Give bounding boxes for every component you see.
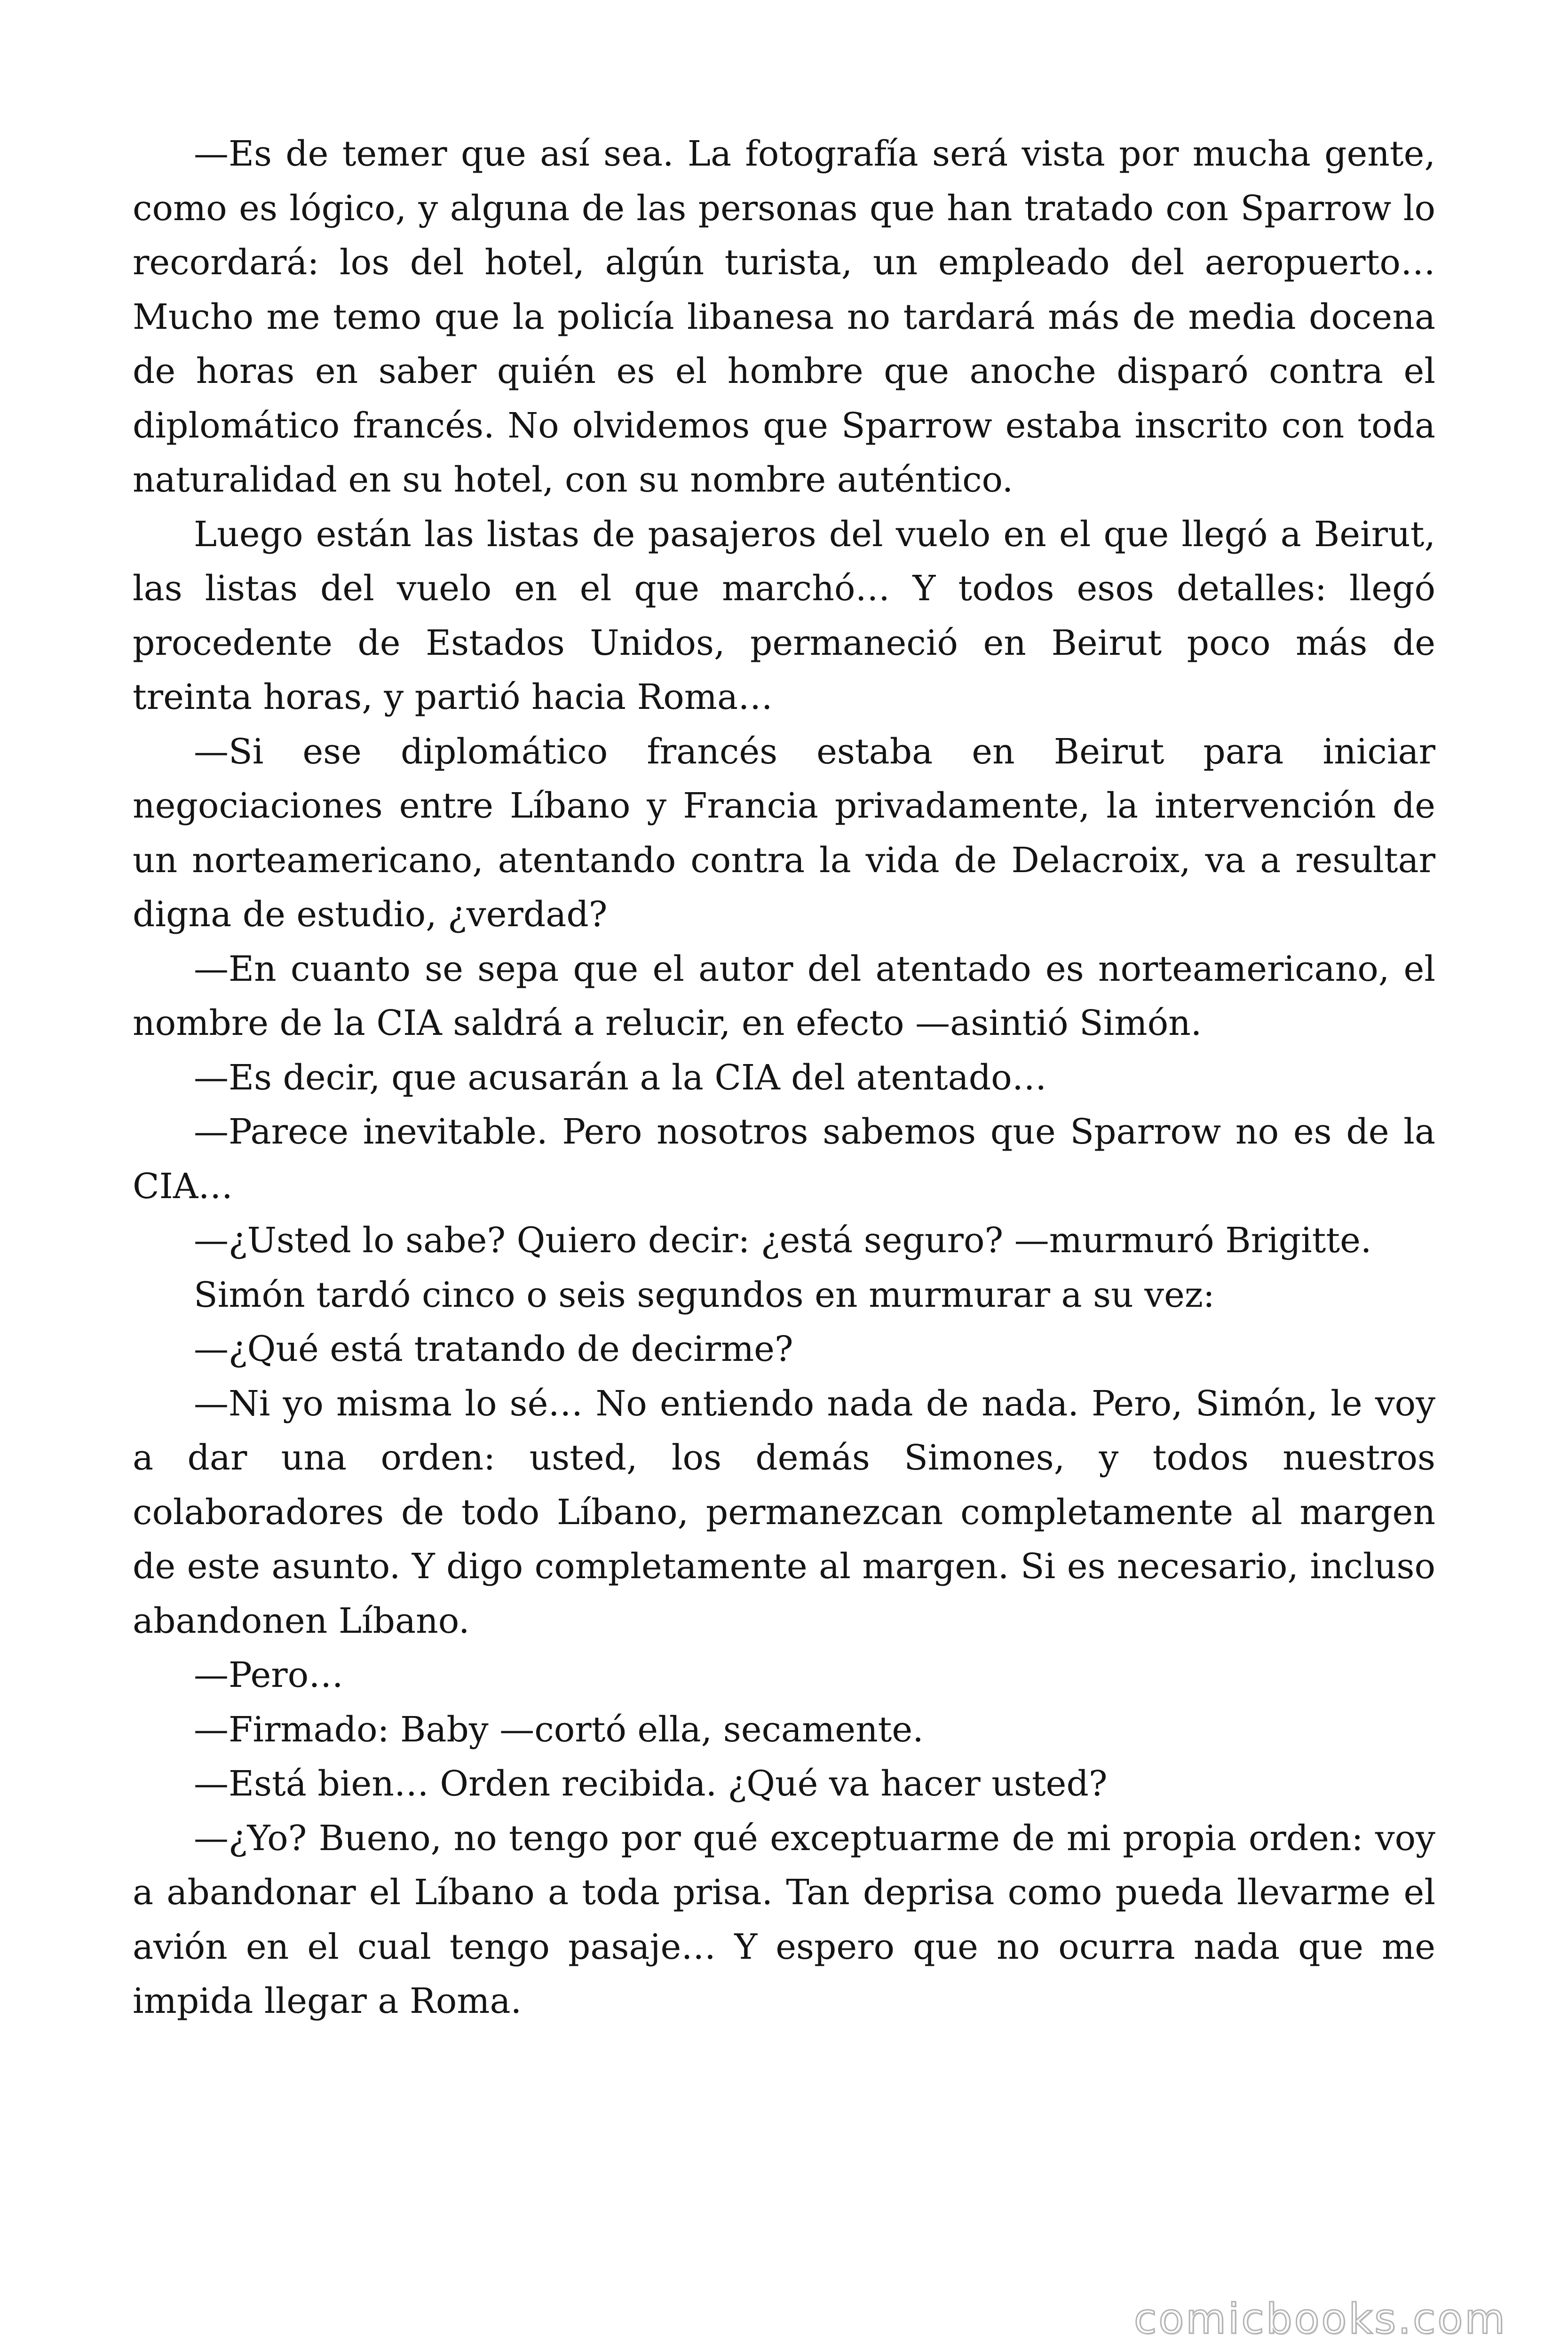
watermark-logo: comicbooks.com (1133, 2295, 1507, 2343)
paragraph: —Parece inevitable. Pero nosotros sabemos que Sparrow no es de la CIA… (133, 1112, 1435, 1207)
paragraph: —¿Qué está tratando de decirme? (194, 1329, 793, 1369)
paragraph: Simón tardó cinco o seis segundos en murmurar a su vez: (194, 1274, 1215, 1315)
paragraph: —Ni yo misma lo sé… No entiendo nada de nada. Pero, Simón, le voy a dar una orden: usted, los demás Simones, y todos nuestros colaboradores de todo Líbano, permanezcan completamente al margen de este asunto. Y digo completamente al margen. Si es necesario, incluso abandonen Líbano. (133, 1383, 1435, 1641)
paragraph: —Es de temer que así sea. La fotografía será vista por mucha gente, como es lógico, y alguna de las personas que han tratado con Sparrow lo recordará: los del hotel, algún turista, un empleado del aeropuerto… Mucho me temo que la policía libanesa no tardará más de media docena de horas en saber quién es el hombre que anoche disparó contra el diplomático francés. No olvidemos que Sparrow estaba inscrito con toda naturalidad en su hotel, con su nombre auténtico. (133, 134, 1435, 500)
paragraph: —Firmado: Baby —cortó ella, secamente. (194, 1709, 924, 1750)
paragraph: —Pero… (194, 1655, 344, 1695)
body-text (133, 127, 1435, 2029)
paragraph: Luego están las listas de pasajeros del vuelo en el que llegó a Beirut, las listas del vuelo en el que marchó… Y todos esos detalles: llegó procedente de Estados Unidos, permaneció en Beirut poco más de treinta horas, y partió hacia Roma… (133, 514, 1435, 717)
paragraph: —¿Yo? Bueno, no tengo por qué exceptuarme de mi propia orden: voy a abandonar el Líbano a toda prisa. Tan deprisa como pueda llevarme el avión en el cual tengo pasaje… Y espero que no ocurra nada que me impida llegar a Roma. (133, 1818, 1435, 2021)
paragraph: —Es decir, que acusarán a la CIA del atentado… (194, 1057, 1047, 1098)
paragraph: —Está bien… Orden recibida. ¿Qué va hacer usted? (194, 1764, 1108, 1804)
paragraph: —¿Usted lo sabe? Quiero decir: ¿está seguro? —murmuró Brigitte. (194, 1220, 1372, 1261)
paragraph: —Si ese diplomático francés estaba en Beirut para iniciar negociaciones entre Líbano y Francia privadamente, la intervención de un norteamericano, atentando contra la vida de Delacroix, va a resultar digna de estudio, ¿verdad? (133, 731, 1435, 935)
paragraph: —En cuanto se sepa que el autor del atentado es norteamericano, el nombre de la CIA saldrá a relucir, en efecto —asintió Simón. (133, 948, 1435, 1043)
